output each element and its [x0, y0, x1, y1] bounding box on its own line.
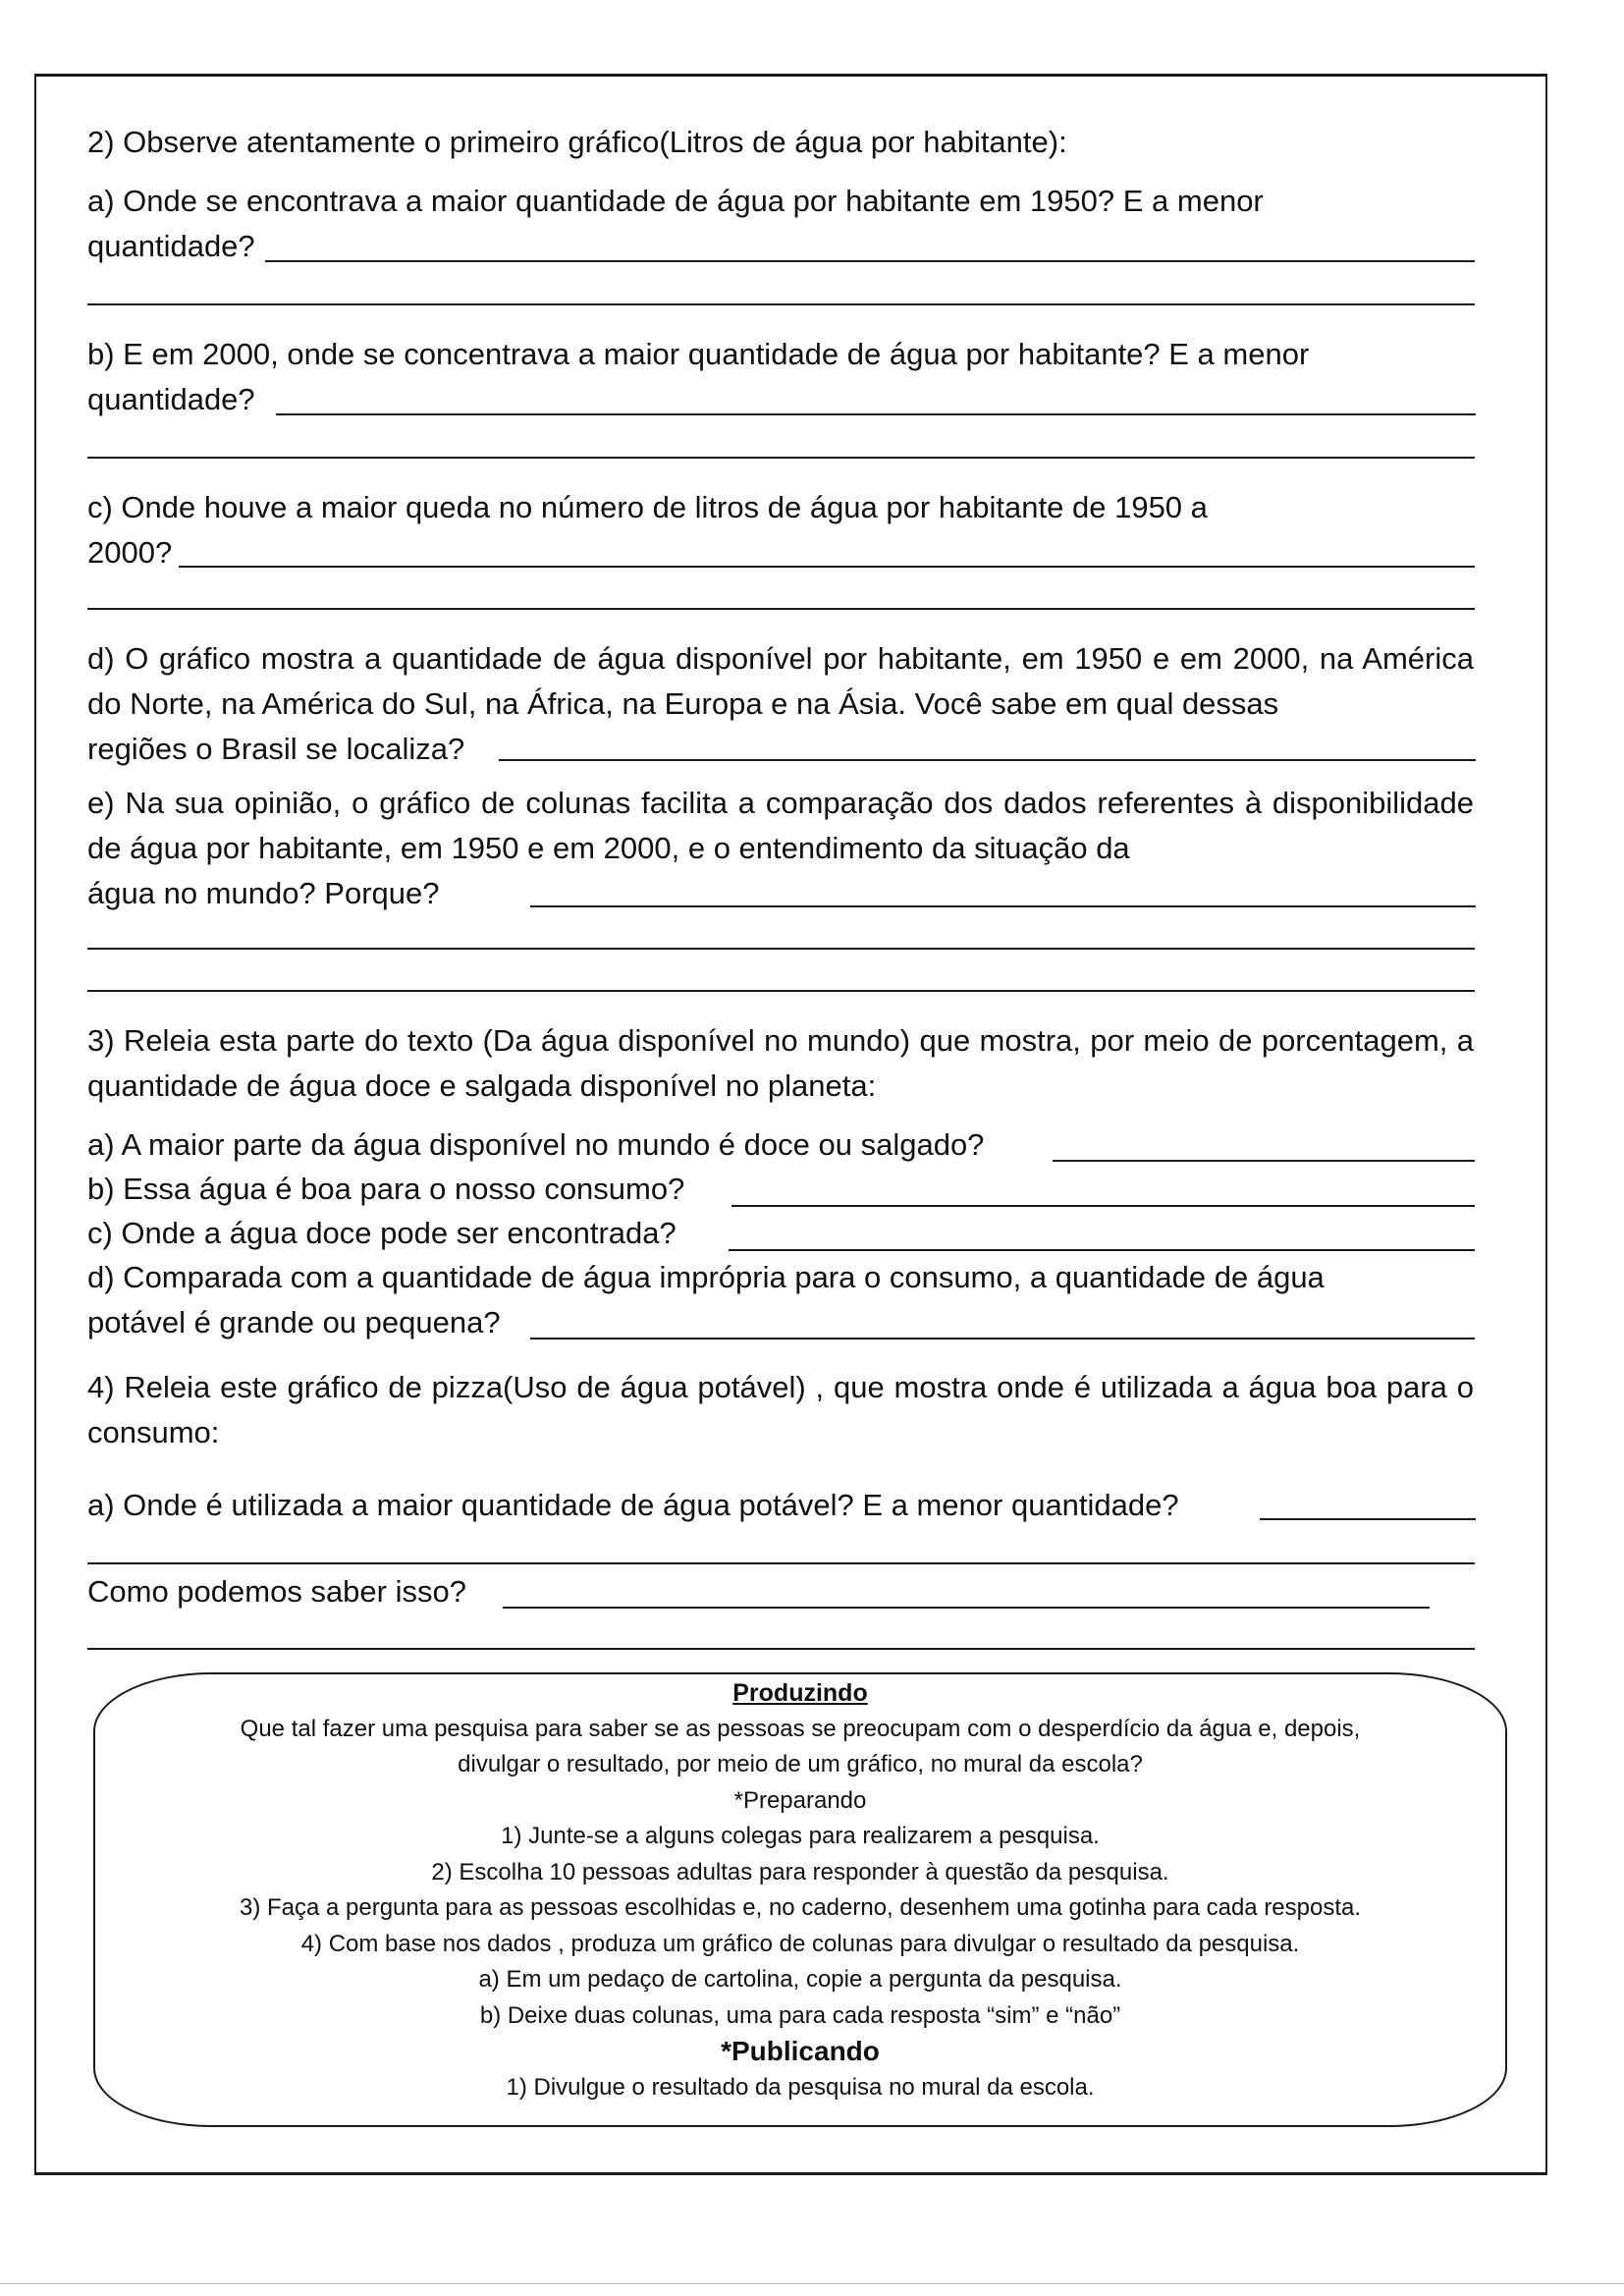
q3b-question: b) Essa água é boa para o nosso consumo? [87, 1172, 685, 1206]
q2c-question-cont: 2000? [87, 535, 173, 570]
q3c-answer-line[interactable] [729, 1249, 1475, 1251]
publishing-heading: *Publicando [721, 2036, 880, 2066]
q3a-question: a) A maior parte da água disponível no mundo é doce ou salgado? [87, 1127, 985, 1162]
q4a-answer-line-2[interactable] [87, 1562, 1475, 1564]
q2c-answer-line-1[interactable] [179, 566, 1475, 568]
q2a-answer-line-1[interactable] [265, 260, 1475, 262]
preparing-step: 1) Junte-se a alguns colegas para realizarem a pesquisa. [501, 1823, 1100, 1849]
q2d-question-cont: regiões o Brasil se localiza? [87, 732, 465, 766]
q2b-answer-line-2[interactable] [87, 457, 1475, 459]
q2e-question: e) Na sua opinião, o gráfico de colunas facilita a comparação dos dados referentes à disponibilidade de água por habitante, em 1950 e em 2000, e o entendimento da situação da [87, 786, 1474, 865]
q3d-question: d) Comparada com a quantidade de água imprópria para o consumo, a quantidade de água [87, 1260, 1325, 1294]
q3b-answer-line[interactable] [731, 1205, 1475, 1207]
producing-content [93, 1675, 1507, 2105]
q3d-question-cont: potável é grande ou pequena? [87, 1305, 501, 1339]
q2e-answer-line-3[interactable] [87, 990, 1475, 992]
q2c-question: c) Onde houve a maior queda no número de litros de água por habitante de 1950 a [87, 490, 1208, 524]
preparing-substep: b) Deixe duas colunas, uma para cada resposta “sim” e “não” [479, 2001, 1121, 2029]
q2e-answer-line-1[interactable] [530, 905, 1476, 907]
preparing-step: 2) Escolha 10 pessoas adultas para responder à questão da pesquisa. [431, 1858, 1169, 1886]
q2e-answer-line-2[interactable] [87, 948, 1475, 950]
q2c-answer-line-2[interactable] [87, 608, 1475, 610]
q4a-answer-line-1[interactable] [1260, 1518, 1476, 1520]
q3c-question: c) Onde a água doce pode ser encontrada? [87, 1216, 677, 1250]
q4-how-answer-line-2[interactable] [87, 1648, 1475, 1650]
producing-intro-line-2: divulgar o resultado, por meio de um gráfico, no mural da escola? [458, 1751, 1143, 1777]
scan-edge-line [0, 2283, 1624, 2284]
preparing-step: 3) Faça a pergunta para as pessoas escolhidas e, no caderno, desenhem uma gotinha para cada resposta. [239, 1894, 1362, 1921]
producing-title: Produzindo [732, 1679, 868, 1707]
q2b-answer-line-1[interactable] [276, 413, 1476, 415]
q2a-question: a) Onde se encontrava a maior quantidade de água por habitante em 1950? E a menor [87, 184, 1264, 218]
q4-intro: 4) Releia este gráfico de pizza(Uso de água potável) , que mostra onde é utilizada a água boa para o consumo: [87, 1370, 1474, 1449]
q2b-question: b) E em 2000, onde se concentrava a maior quantidade de água por habitante? E a menor [87, 337, 1310, 371]
q4-how-question: Como podemos saber isso? [87, 1574, 466, 1609]
q2d-question: d) O gráfico mostra a quantidade de água disponível por habitante, em 1950 e em 2000, na América do Norte, na América do Sul, na África, na Europa e na Ásia. Você sabe em qual dessas [87, 641, 1474, 721]
q4-how-answer-line-1[interactable] [503, 1607, 1430, 1609]
q2b-question-cont: quantidade? [87, 382, 255, 416]
publishing-step: 1) Divulgue o resultado da pesquisa no mural da escola. [506, 2073, 1095, 2101]
producing-intro-line-1: Que tal fazer uma pesquisa para saber se as pessoas se preocupam com o desperdício da água e, depois, [240, 1715, 1361, 1742]
q3d-answer-line[interactable] [530, 1338, 1475, 1339]
q2-intro: 2) Observe atentamente o primeiro gráfico(Litros de água por habitante): [87, 125, 1067, 159]
q2a-question-cont: quantidade? [87, 229, 255, 263]
q2a-answer-line-2[interactable] [87, 303, 1475, 305]
preparing-substep: a) Em um pedaço de cartolina, copie a pergunta da pesquisa. [478, 1966, 1122, 1993]
q2d-answer-line[interactable] [499, 759, 1476, 761]
q3a-answer-line[interactable] [1053, 1160, 1475, 1162]
q4a-question: a) Onde é utilizada a maior quantidade de água potável? E a menor quantidade? [87, 1488, 1179, 1522]
q2e-question-cont: água no mundo? Porque? [87, 876, 440, 910]
preparing-step: 4) Com base nos dados , produza um gráfico de colunas para divulgar o resultado da pesquisa. [300, 1930, 1300, 1957]
preparing-heading: *Preparando [733, 1786, 867, 1814]
q3-intro: 3) Releia esta parte do texto (Da água disponível no mundo) que mostra, por meio de porcentagem, a quantidade de água doce e salgada disponível no planeta: [87, 1023, 1474, 1103]
